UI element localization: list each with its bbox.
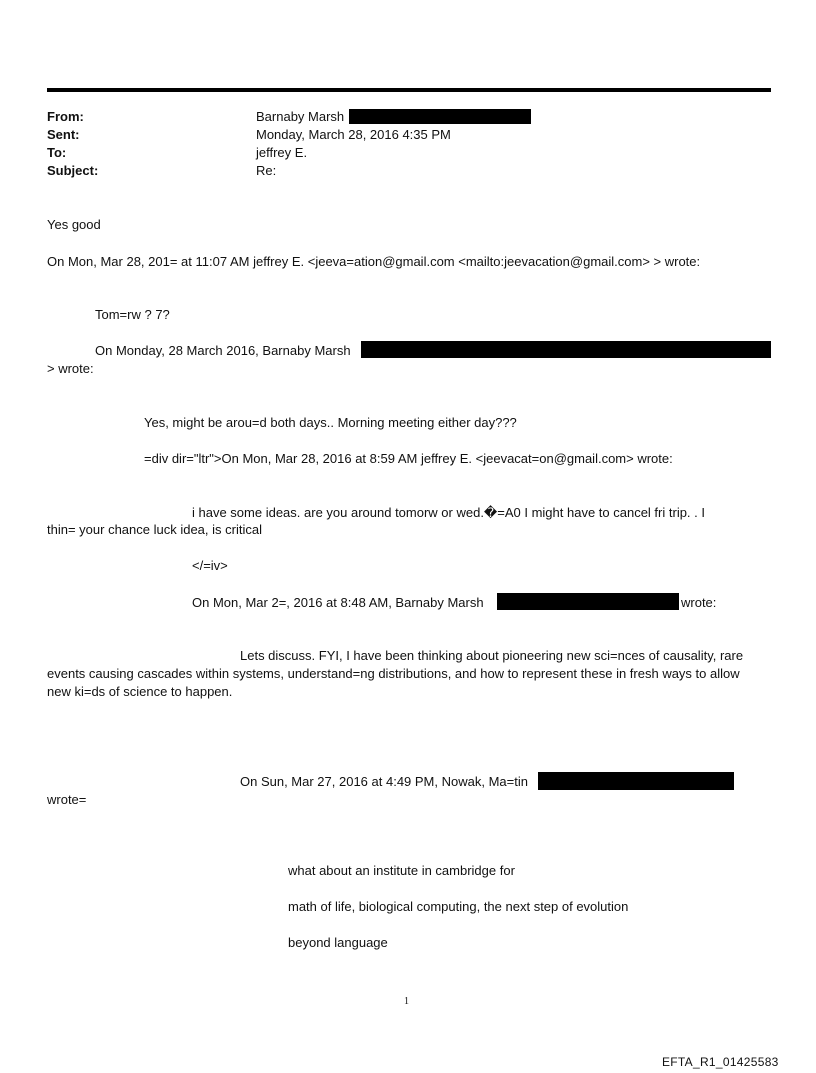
quote4-header-end: wrote: (681, 595, 717, 610)
reply-text: Yes good (47, 217, 101, 232)
quote4-line2: events causing cascades within systems, understand=ng distributions, and how to represent these in fresh ways to allow (47, 666, 740, 681)
quote1-header: On Mon, Mar 28, 201= at 11:07 AM jeffrey E. <jeeva=ation@gmail.com <mailto:jeevacation@gmail.com> > wrote: (47, 254, 701, 269)
to-value: jeffrey E. (256, 145, 308, 160)
quote5-header-end: wrote= (47, 792, 87, 807)
redaction-box (497, 593, 679, 610)
subject-value: Re: (256, 163, 277, 178)
to-label: To: (47, 145, 67, 160)
header-rule (47, 88, 771, 92)
quote1-text: Tom=rw ? 7? (95, 307, 170, 322)
quote3-header: =div dir="ltr">On Mon, Mar 28, 2016 at 8:59 AM jeffrey E. <jeevacat=on@gmail.com> wrote: (144, 451, 673, 466)
quote4-line1: Lets discuss. FYI, I have been thinking about pioneering new sci=nces of causality, rare (240, 648, 744, 663)
quote5-line3: beyond language (288, 935, 388, 950)
quote2-header-end: > wrote: (47, 361, 94, 376)
quote5-line2: math of life, biological computing, the next step of evolution (288, 899, 629, 914)
redaction-box (349, 109, 531, 124)
page-number: 1 (404, 996, 409, 1007)
redaction-box (538, 772, 734, 790)
document-id: EFTA_R1_01425583 (662, 1055, 779, 1069)
sent-value: Monday, March 28, 2016 4:35 PM (256, 127, 451, 142)
quote2-text: Yes, might be arou=d both days.. Morning meeting either day??? (144, 415, 517, 430)
quote4-line3: new ki=ds of science to happen. (47, 684, 233, 699)
from-label: From: (47, 109, 84, 124)
quote2-header: On Monday, 28 March 2016, Barnaby Marsh (95, 343, 351, 358)
subject-label: Subject: (47, 163, 99, 178)
quote3-line2: thin= your chance luck idea, is critical (47, 522, 262, 537)
quote5-line1: what about an institute in cambridge for (288, 863, 515, 878)
quote3-tag: </=iv> (192, 558, 228, 573)
sent-label: Sent: (47, 127, 80, 142)
redaction-box (361, 341, 771, 358)
quote5-header: On Sun, Mar 27, 2016 at 4:49 PM, Nowak, Ma=tin (240, 774, 528, 789)
from-value: Barnaby Marsh (256, 109, 345, 124)
quote4-header: On Mon, Mar 2=, 2016 at 8:48 AM, Barnaby Marsh (192, 595, 484, 610)
quote3-line1: i have some ideas. are you around tomorw or wed.�=A0 I might have to cancel fri trip. . I (192, 505, 705, 520)
